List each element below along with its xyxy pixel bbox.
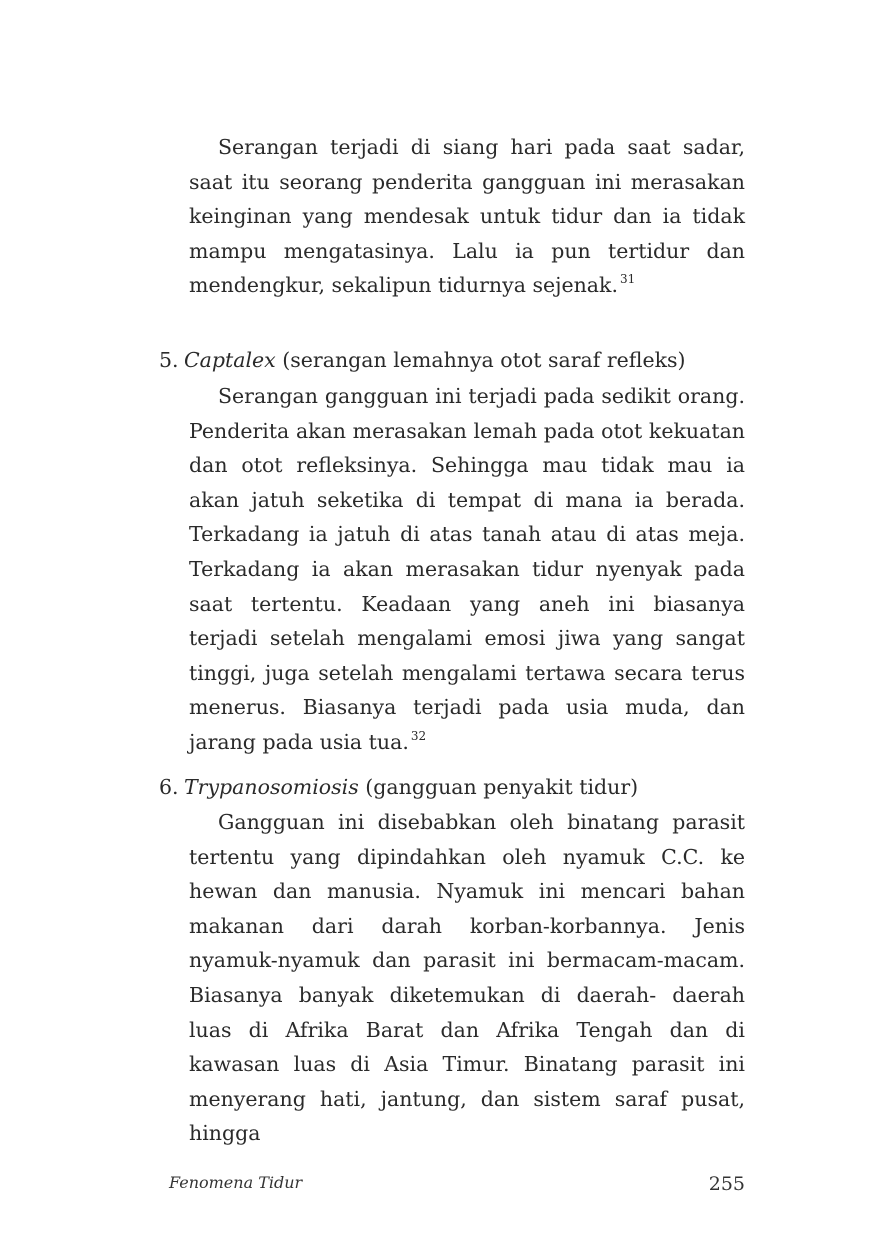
running-footer-title: Fenomena Tidur xyxy=(169,1173,303,1192)
section-paragraph xyxy=(189,379,745,760)
section-number: 6. xyxy=(159,775,179,799)
section-body-text: Serangan gangguan ini terjadi pada sedikit orang. Penderita akan merasakan lemah pada otot kekuatan dan otot refleksinya. Sehingga mau tidak mau ia akan jatuh seketika di tempat di mana ia berada. Terkadang ia jatuh di atas tanah atau di atas meja. Terkadang ia akan merasakan tidur nyenyak pada saat tertentu. Keadaan yang aneh ini biasanya terjadi setelah mengalami emosi jiwa yang sangat tinggi, juga setelah mengalami tertawa secara terus menerus. Biasanya terjadi pada usia muda, dan jarang pada usia tua. xyxy=(189,384,745,754)
footnote-ref-31: 31 xyxy=(619,272,636,287)
section-description: (serangan lemahnya otot saraf refleks) xyxy=(282,348,686,372)
section-term: Trypanosomiosis xyxy=(184,775,359,799)
section-description: (gangguan penyakit tidur) xyxy=(365,775,639,799)
intro-text: Serangan terjadi di siang hari pada saat sadar, saat itu seorang penderita gangguan ini merasakan keinginan yang mendesak untuk tidur dan ia tidak mampu mengatasinya. Lalu ia pun tertidur dan mendengkur, sekalipun tidurnya sejenak. xyxy=(189,135,745,298)
section-body-text: Gangguan ini disebabkan oleh binatang parasit tertentu yang dipindahkan oleh nyamuk C.C. ke hewan dan manusia. Nyamuk ini mencari bahan makanan dari darah korban-korbannya. Jenis nyamuk-nyamuk dan parasit ini bermacam-macam. Biasanya banyak diketemukan di daerah- daerah luas di Afrika Barat dan Afrika Tengah dan di kawasan luas di Asia Timur. Binatang parasit ini menyerang hati, jantung, dan sistem saraf pusat, hingga xyxy=(189,810,745,1146)
section-heading-6 xyxy=(159,770,638,804)
intro-paragraph-block xyxy=(189,130,745,303)
section-heading-5 xyxy=(159,343,686,377)
intro-paragraph xyxy=(189,130,745,303)
section-body-5 xyxy=(189,379,745,760)
section-number: 5. xyxy=(159,348,179,372)
section-body-6 xyxy=(189,805,745,1151)
section-term: Captalex xyxy=(184,348,276,372)
page-number: 255 xyxy=(708,1173,745,1195)
section-paragraph xyxy=(189,805,745,1151)
footnote-ref-32: 32 xyxy=(410,728,427,743)
